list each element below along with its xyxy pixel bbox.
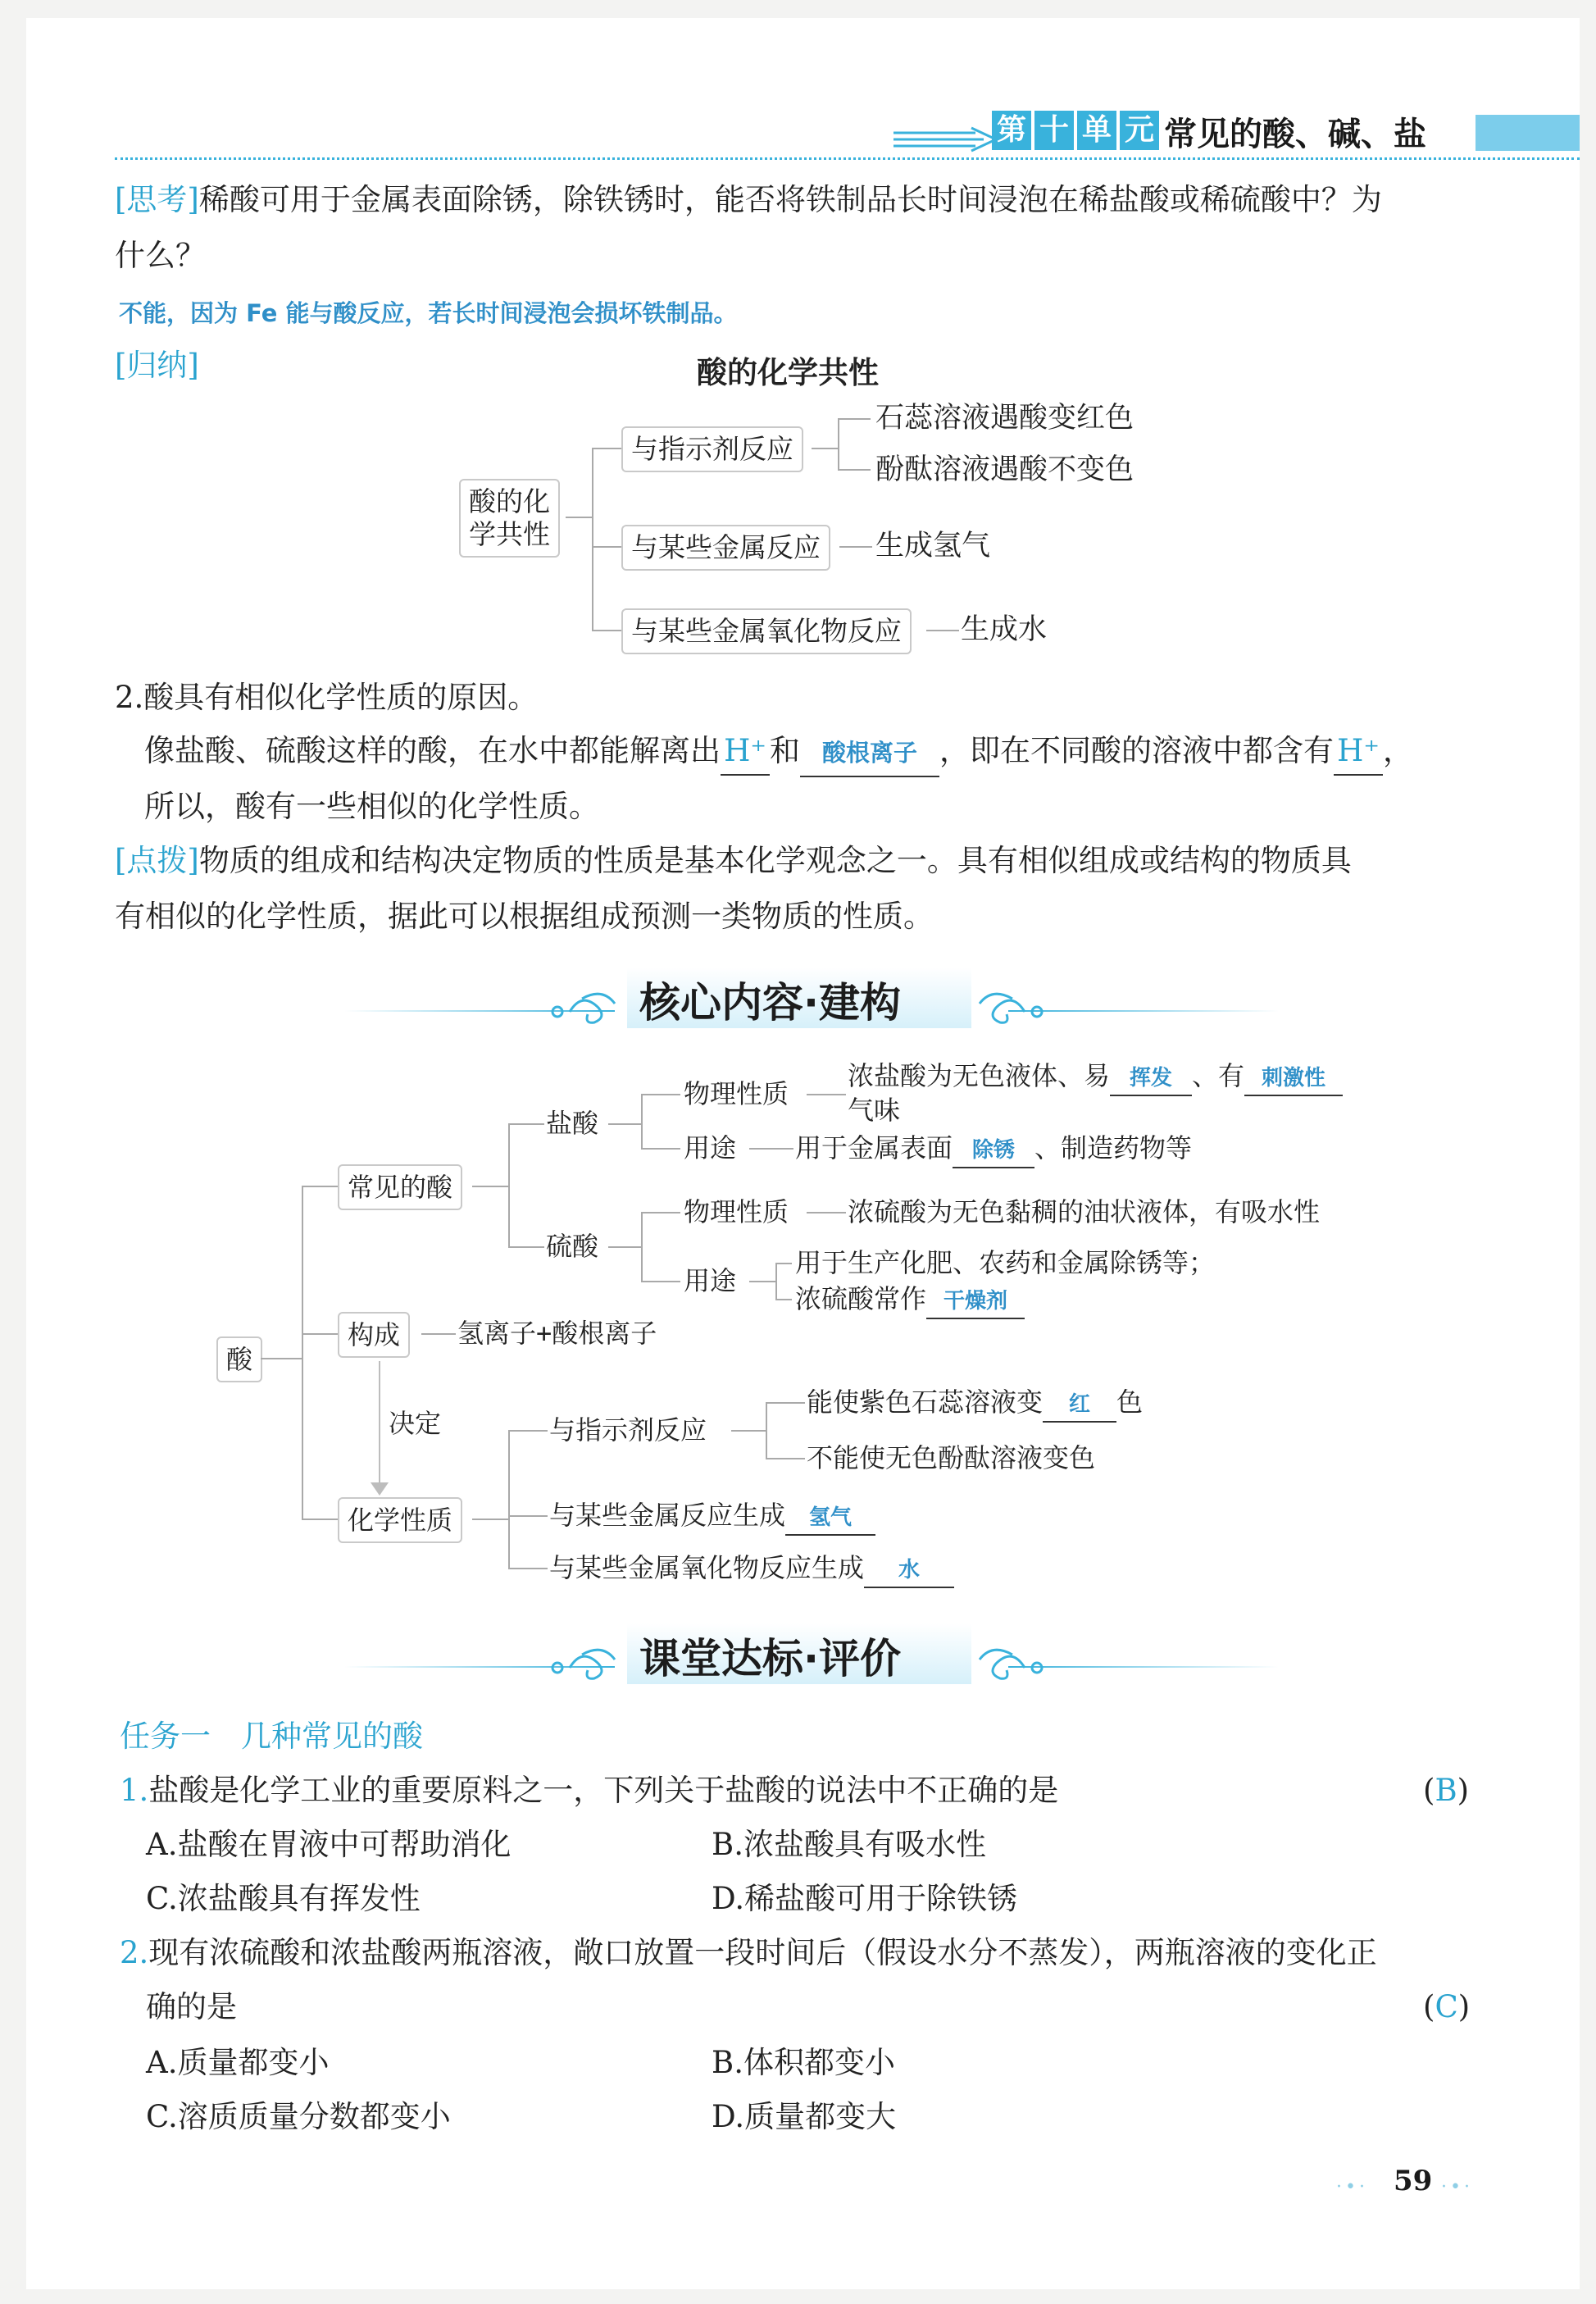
map-hcl: 盐酸	[546, 1108, 599, 1139]
q2-number: 2.	[120, 1935, 149, 1970]
hint-tag: [点拨]	[115, 843, 199, 878]
chapter-title: 常见的酸、碱、盐	[1164, 116, 1426, 153]
summary-root: 酸的化 学共性	[459, 479, 560, 558]
summary-branch-metal: 与某些金属反应	[621, 525, 830, 571]
q1-answer-bracket: (B)	[1423, 1773, 1470, 1808]
map-indicator-phenol: 不能使无色酚酞溶液变色	[807, 1442, 1096, 1473]
map-composition: 构成	[338, 1312, 410, 1358]
q2-option-a: A.质量都变小	[146, 2045, 330, 2080]
map-metal: 与某些金属反应生成 氢气	[549, 1499, 875, 1536]
map-indicator: 与指示剂反应	[549, 1414, 707, 1446]
think-answer: 不能，因为 Fe 能与酸反应，若长时间浸泡会损坏铁制品。	[119, 299, 738, 327]
summary-indicator-phenol: 酚酞溶液遇酸不变色	[875, 453, 1134, 486]
think-question-text: 稀酸可用于金属表面除锈，除铁锈时，能否将铁制品长时间浸泡在稀盐酸或稀硫酸中？为	[198, 182, 1382, 217]
unit-char: 元	[1120, 111, 1159, 150]
map-composition-text: 氢离子+酸根离子	[457, 1318, 657, 1349]
q2-answer-bracket: (C)	[1423, 1989, 1471, 2024]
swirl-icon-right	[971, 1640, 1062, 1692]
page-number: 59	[1394, 2165, 1433, 2197]
summary-indicator-litmus: 石蕊溶液遇酸变红色	[875, 402, 1134, 435]
map-hcl-use: 用于金属表面 除锈 、制造药物等	[795, 1132, 1192, 1168]
q2-option-d: D.质量都变大	[712, 2099, 897, 2134]
summary-branch-indicator: 与指示剂反应	[621, 426, 803, 472]
summary-title: 酸的化学共性	[697, 355, 879, 390]
map-root: 酸	[216, 1336, 262, 1382]
page-number-dots-left: ·•·	[1336, 2177, 1368, 2197]
q2-option-c: C.溶质质量分数都变小	[146, 2099, 451, 2134]
think-question-line2: 什么？	[115, 238, 206, 273]
header-tab	[1476, 115, 1580, 151]
section-core-title: 核心内容·建构	[639, 979, 901, 1027]
map-h2so4-use-line1: 用于生产化肥、农药和金属除锈等；	[795, 1247, 1216, 1278]
blank-desiccant: 干燥剂	[926, 1285, 1025, 1319]
header-arrow-decoration	[885, 123, 1008, 156]
page-number-dots-right: ·•·	[1441, 2177, 1473, 2197]
map-decides: 决定	[389, 1408, 442, 1439]
map-h2so4-use-label: 用途	[684, 1265, 737, 1296]
unit-char: 第	[992, 111, 1031, 150]
map-h2so4: 硫酸	[546, 1231, 599, 1262]
blank-red: 红	[1043, 1388, 1116, 1423]
q1-option-d: D.稀盐酸可用于除铁锈	[712, 1881, 1018, 1916]
swirl-icon-left	[533, 1640, 623, 1692]
summary-branch-oxide: 与某些金属氧化物反应	[621, 608, 912, 654]
q2-stem-line1: 2.现有浓硫酸和浓盐酸两瓶溶液，敞口放置一段时间后（假设水分不蒸发），两瓶溶液的变化正	[120, 1935, 1377, 1970]
q1-option-c: C.浓盐酸具有挥发性	[146, 1881, 421, 1916]
map-common-acids: 常见的酸	[338, 1164, 462, 1210]
q2-stem-line2: 确的是	[146, 1989, 237, 2024]
summary-metal-result: 生成氢气	[875, 530, 991, 562]
think-question-line1	[115, 177, 1382, 223]
unit-char: 十	[1034, 111, 1074, 150]
unit-char: 单	[1077, 111, 1116, 150]
swirl-icon-left	[533, 984, 623, 1036]
reason-line2: 所以，酸有一些相似的化学性质。	[144, 789, 599, 824]
blank-water: 水	[864, 1554, 954, 1588]
q1-option-a: A.盐酸在胃液中可帮助消化	[146, 1827, 512, 1862]
q1-answer: B	[1435, 1773, 1457, 1808]
map-hcl-phys-label: 物理性质	[684, 1078, 789, 1109]
map-h2so4-use-line2: 浓硫酸常作 干燥剂	[795, 1282, 1025, 1319]
blank-acid-radical: 酸根离子	[800, 730, 939, 777]
blank-hydrogen: 氢气	[785, 1501, 875, 1536]
swirl-icon-right	[971, 984, 1062, 1036]
reason-heading: 2.酸具有相似化学性质的原因。	[115, 680, 539, 715]
map-oxide: 与某些金属氧化物反应生成 水	[549, 1551, 954, 1588]
map-chem-props: 化学性质	[338, 1497, 462, 1543]
task1-title: 任务一 几种常见的酸	[120, 1719, 423, 1754]
reason-line1: 像盐酸、硫酸这样的酸，在水中都能解离出 H⁺ 和 酸根离子 ，即在不同酸的溶液中都含有 H⁺ ，	[144, 728, 1413, 777]
q2-option-b: B.体积都变小	[712, 2045, 895, 2080]
header-rule	[115, 157, 1580, 160]
unit-badge	[992, 111, 1159, 150]
map-hcl-phys-post: 气味	[848, 1095, 901, 1126]
map-hcl-phys: 浓盐酸为无色液体、易 挥发 、有 刺激性	[848, 1059, 1343, 1096]
blank-h-plus-1: H⁺	[721, 728, 770, 776]
blank-rust-removal: 除锈	[953, 1134, 1034, 1168]
q1-number: 1.	[120, 1773, 149, 1808]
q1-option-b: B.浓盐酸具有吸水性	[712, 1827, 986, 1862]
blank-irritating: 刺激性	[1244, 1062, 1343, 1096]
blank-h-plus-2: H⁺	[1334, 728, 1383, 776]
map-indicator-litmus: 能使紫色石蕊溶液变 红 色	[807, 1386, 1143, 1423]
map-hcl-use-label: 用途	[684, 1132, 737, 1163]
section-eval-title: 课堂达标·评价	[639, 1635, 901, 1682]
hint-line1: [点拨]物质的组成和结构决定物质的性质是基本化学观念之一。具有相似组成或结构的物质具	[115, 843, 1352, 878]
blank-volatile: 挥发	[1110, 1062, 1192, 1096]
summary-oxide-result: 生成水	[961, 613, 1048, 646]
hint-line2: 有相似的化学性质，据此可以根据组成预测一类物质的性质。	[115, 899, 934, 934]
q2-answer: C	[1435, 1989, 1458, 2024]
think-tag: [思考]	[115, 182, 199, 217]
down-arrow-icon	[371, 1482, 389, 1496]
map-h2so4-phys: 浓硫酸为无色黏稠的油状液体，有吸水性	[848, 1196, 1321, 1227]
summary-tag: [归纳]	[115, 348, 199, 383]
map-h2so4-phys-label: 物理性质	[684, 1196, 789, 1227]
q1-stem: 1.盐酸是化学工业的重要原料之一，下列关于盐酸的说法中不正确的是	[120, 1773, 1059, 1808]
